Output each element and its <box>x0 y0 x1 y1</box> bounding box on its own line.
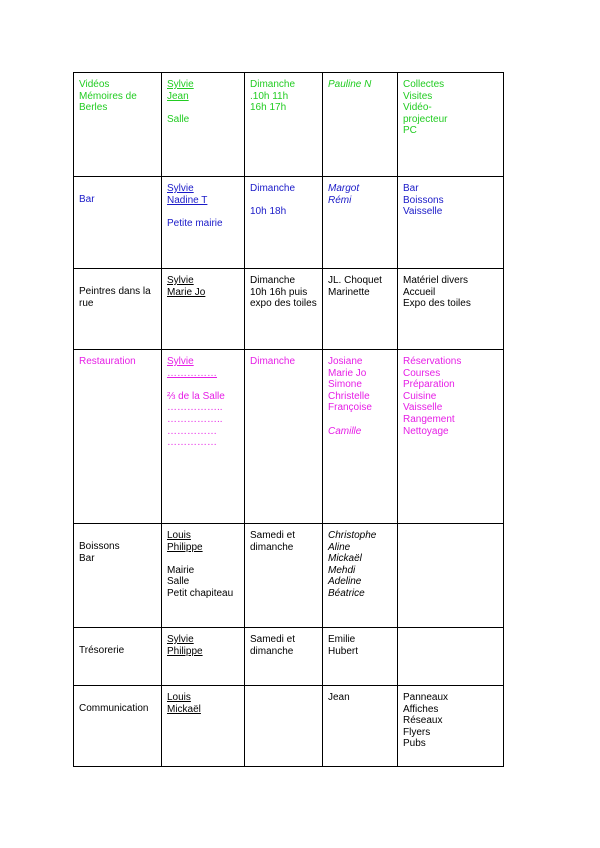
activity-cell: Bar <box>74 177 162 269</box>
table-row <box>74 177 504 269</box>
horaires-cell: Dimanche <box>245 350 323 524</box>
taches-cell <box>398 628 504 686</box>
activity-cell: Peintres dans la rue <box>74 269 162 350</box>
benevoles-cell: JL. Choquet Marinette <box>323 269 398 350</box>
responsables-cell: Louis Mickaël <box>162 686 245 767</box>
taches-cell: Bar Boissons Vaisselle <box>398 177 504 269</box>
table-row <box>74 628 504 686</box>
activity-cell: Restauration <box>74 350 162 524</box>
taches-cell: Collectes Visites Vidéo- projecteur PC <box>398 73 504 177</box>
activity-cell: Communication <box>74 686 162 767</box>
table-row <box>74 686 504 767</box>
table-row <box>74 73 504 177</box>
responsables-cell: Sylvie …………… ⅔ de la Salle …………….. …………….. …………… …………… <box>162 350 245 524</box>
taches-cell <box>398 524 504 628</box>
responsables-cell: Sylvie Nadine T Petite mairie <box>162 177 245 269</box>
table-row <box>74 269 504 350</box>
responsables-cell: Sylvie Philippe <box>162 628 245 686</box>
benevoles-cell: Margot Rémi <box>323 177 398 269</box>
horaires-cell: Dimanche 10h 18h <box>245 177 323 269</box>
taches-cell: Réservations Courses Préparation Cuisine Vaisselle Rangement Nettoyage <box>398 350 504 524</box>
activity-cell: Trésorerie <box>74 628 162 686</box>
horaires-cell: Samedi et dimanche <box>245 628 323 686</box>
activity-cell: Boissons Bar <box>74 524 162 628</box>
responsables-cell: Sylvie Jean Salle <box>162 73 245 177</box>
taches-cell: Panneaux Affiches Réseaux Flyers Pubs <box>398 686 504 767</box>
horaires-cell: Dimanche .10h 11h 16h 17h <box>245 73 323 177</box>
responsables-cell: Louis Philippe Mairie Salle Petit chapiteau <box>162 524 245 628</box>
benevoles-cell: Pauline N <box>323 73 398 177</box>
activity-cell: Vidéos Mémoires de Berles <box>74 73 162 177</box>
schedule-table <box>73 72 504 767</box>
table-row <box>74 350 504 524</box>
horaires-cell: Samedi et dimanche <box>245 524 323 628</box>
benevoles-cell: Christophe Aline Mickaël Mehdi Adeline Béatrice <box>323 524 398 628</box>
benevoles-cell: Josiane Marie Jo Simone Christelle Françoise Camille <box>323 350 398 524</box>
taches-cell: Matériel divers Accueil Expo des toiles <box>398 269 504 350</box>
horaires-cell: Dimanche 10h 16h puis expo des toiles <box>245 269 323 350</box>
benevoles-cell: Jean <box>323 686 398 767</box>
table-row <box>74 524 504 628</box>
horaires-cell <box>245 686 323 767</box>
benevoles-cell: Emilie Hubert <box>323 628 398 686</box>
responsables-cell: Sylvie Marie Jo <box>162 269 245 350</box>
